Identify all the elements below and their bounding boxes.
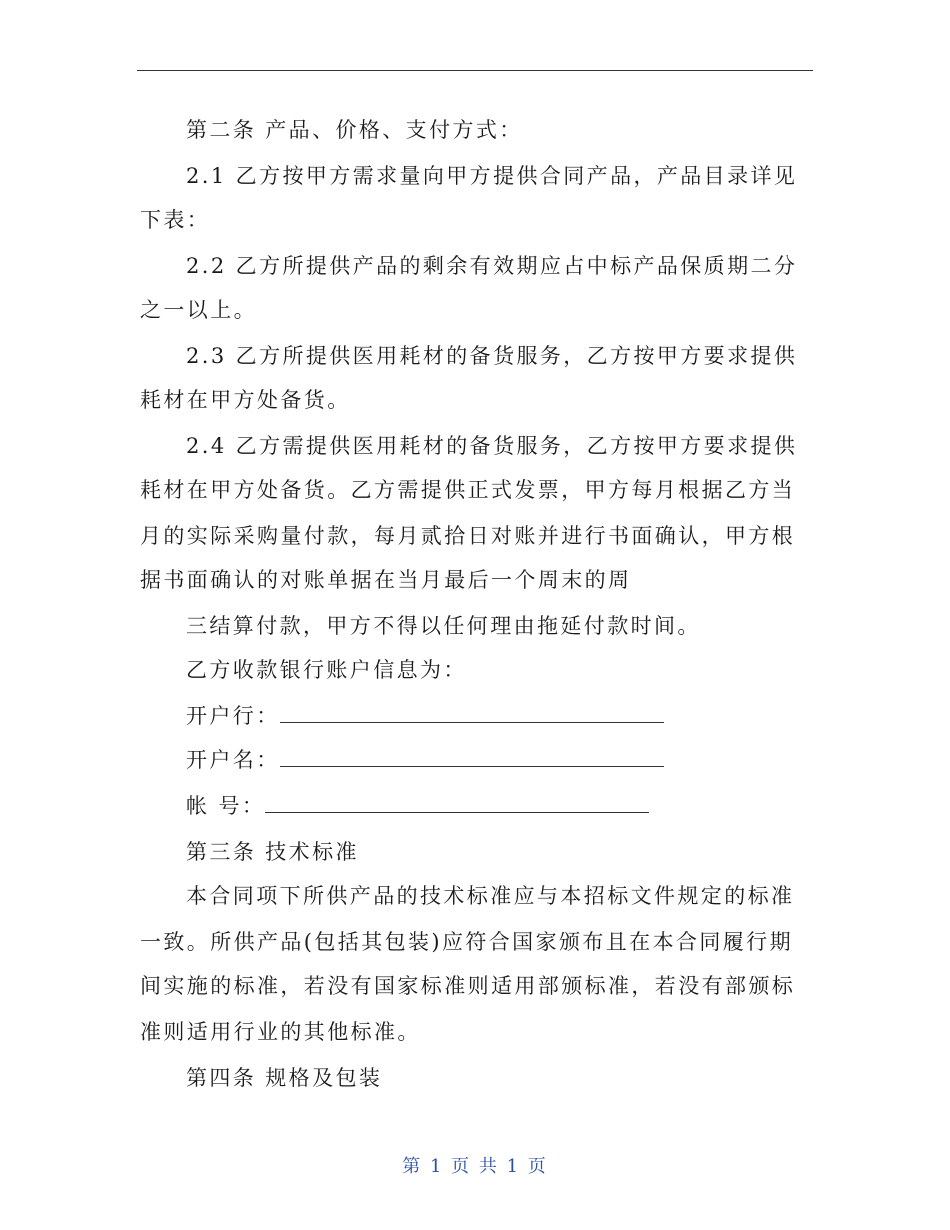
article-4-heading: 第四条 规格及包装 bbox=[186, 1066, 383, 1090]
account-number-field-row bbox=[186, 794, 649, 818]
bank-field-blank[interactable] bbox=[280, 704, 664, 723]
page-number: 第 1 页 共 1 页 bbox=[402, 1156, 548, 1177]
article-3-line-4: 准则适用行业的其他标准。 bbox=[140, 1020, 421, 1044]
account-name-field-row bbox=[186, 748, 664, 772]
bank-info-intro: 乙方收款银行账户信息为： bbox=[186, 658, 467, 682]
article-3-line-3: 间实施的标准，若没有国家标准则适用部颁标准，若没有部颁标 bbox=[140, 974, 796, 998]
clause-2-4-line-3: 月的实际采购量付款，每月贰拾日对账并进行书面确认，甲方根 bbox=[140, 524, 796, 548]
account-number-field-label: 帐 号： bbox=[186, 794, 266, 818]
article-2-heading: 第二条 产品、价格、支付方式： bbox=[186, 118, 523, 142]
clause-2-1-line-1: 2.1 乙方按甲方需求量向甲方提供合同产品，产品目录详见 bbox=[186, 164, 798, 188]
bank-field-label: 开户行： bbox=[186, 704, 280, 728]
article-3-heading: 第三条 技术标准 bbox=[186, 840, 359, 864]
clause-2-3-line-2: 耗材在甲方处备货。 bbox=[140, 388, 351, 412]
clause-2-2-line-2: 之一以上。 bbox=[140, 298, 257, 322]
header-rule bbox=[137, 70, 813, 71]
account-name-field-label: 开户名： bbox=[186, 748, 280, 772]
account-name-field-blank[interactable] bbox=[280, 748, 664, 767]
clause-2-4-line-2: 耗材在甲方处备货。乙方需提供正式发票，甲方每月根据乙方当 bbox=[140, 478, 796, 502]
clause-2-1-line-2: 下表： bbox=[140, 208, 211, 232]
article-3-line-1: 本合同项下所供产品的技术标准应与本招标文件规定的标准 bbox=[186, 884, 795, 908]
clause-2-3-line-1: 2.3 乙方所提供医用耗材的备货服务，乙方按甲方要求提供 bbox=[186, 344, 798, 368]
clause-2-4-line-5: 三结算付款，甲方不得以任何理由拖延付款时间。 bbox=[186, 614, 701, 638]
article-3-line-2: 一致。所供产品(包括其包装)应符合国家颁布且在本合同履行期 bbox=[140, 930, 793, 954]
clause-2-2-line-1: 2.2 乙方所提供产品的剩余有效期应占中标产品保质期二分 bbox=[186, 254, 798, 278]
clause-2-4-line-1: 2.4 乙方需提供医用耗材的备货服务，乙方按甲方要求提供 bbox=[186, 434, 798, 458]
clause-2-4-line-4: 据书面确认的对账单据在当月最后一个周末的周 bbox=[140, 568, 632, 592]
bank-field-row bbox=[186, 704, 664, 728]
account-number-field-blank[interactable] bbox=[265, 794, 649, 813]
